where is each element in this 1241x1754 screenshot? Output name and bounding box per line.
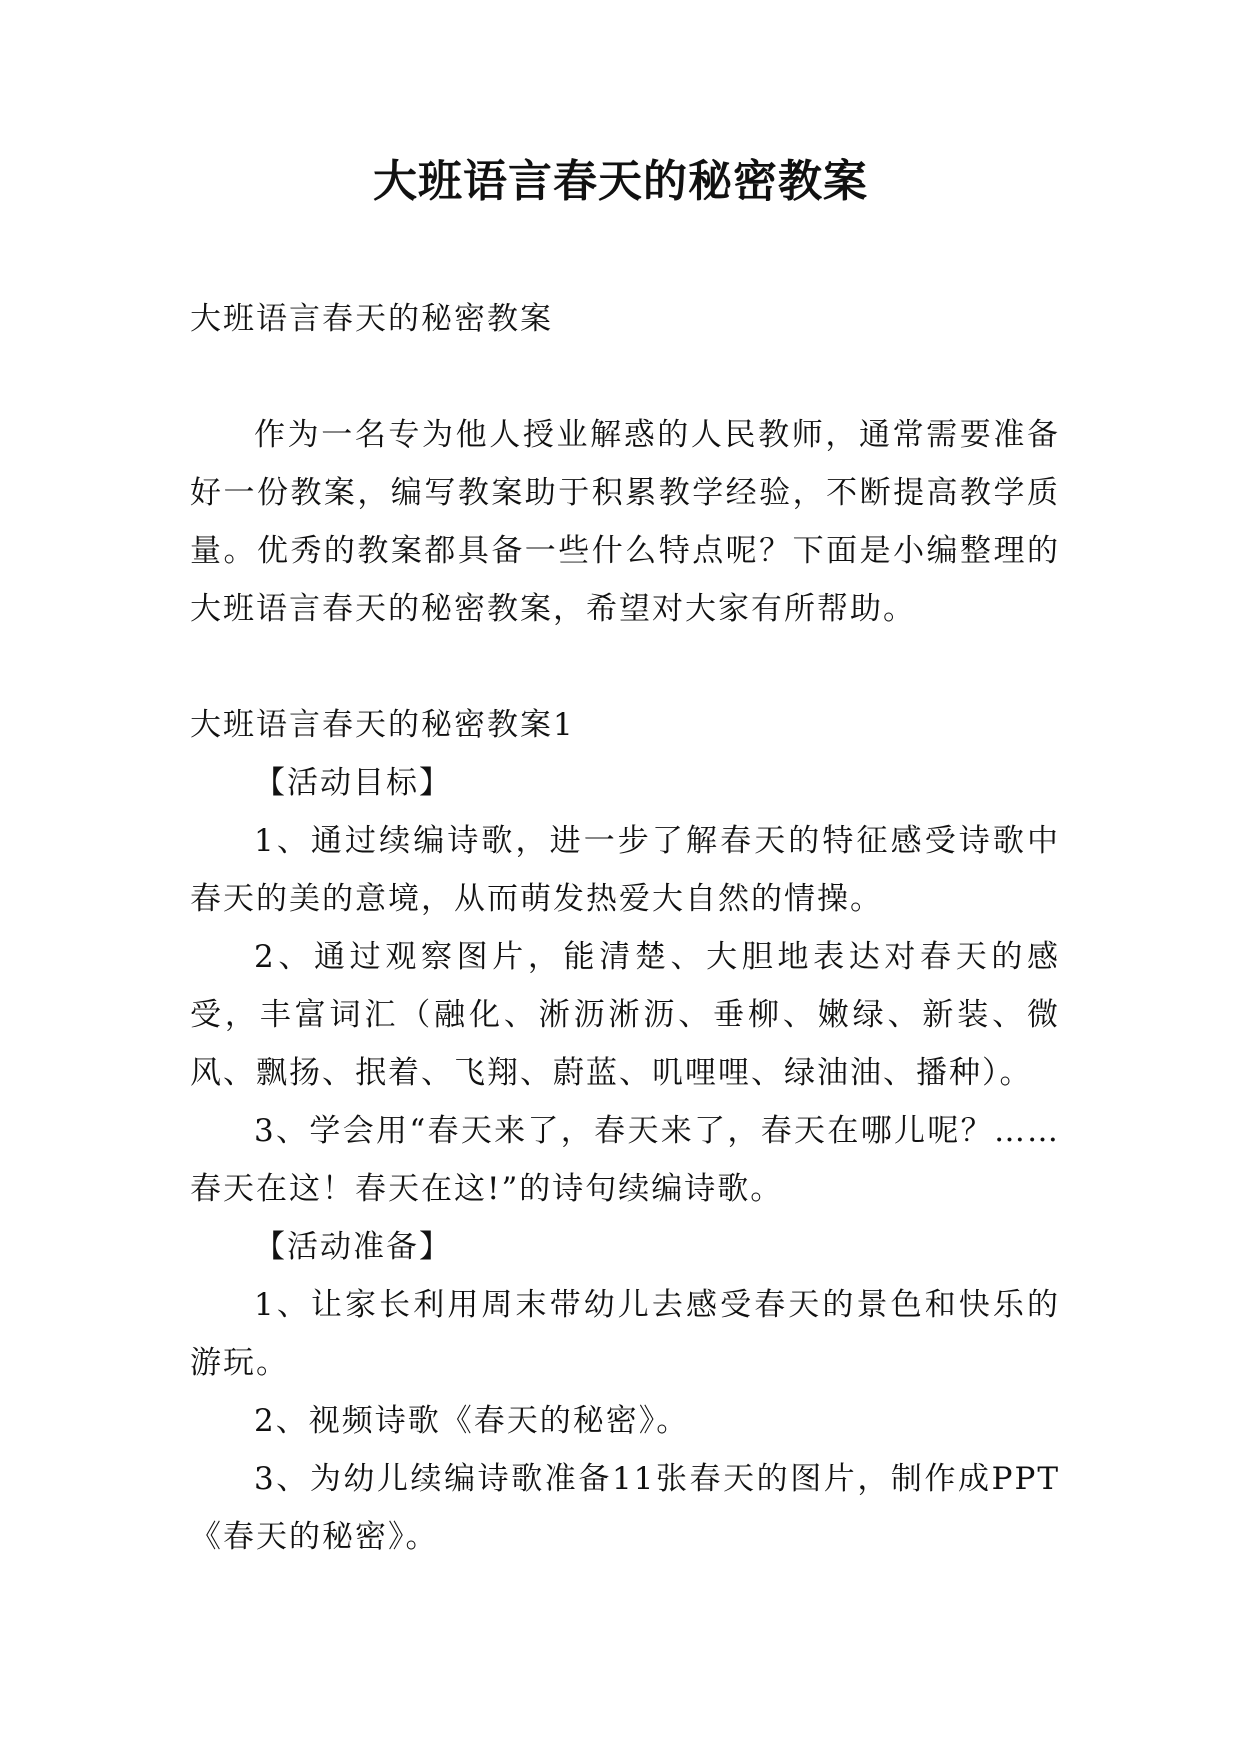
prep-item: 1、让家长利用周末带幼儿去感受春天的景色和快乐的游玩。	[190, 1287, 1060, 1381]
document-subtitle: 大班语言春天的秘密教案	[190, 301, 553, 337]
goal-item: 3、学会用“春天来了，春天来了，春天在哪儿呢？……春天在这！春天在这!”的诗句续编诗歌。	[190, 1113, 1060, 1207]
prep-heading: 【活动准备】	[254, 1229, 452, 1265]
prep-item: 2、视频诗歌《春天的秘密》。	[254, 1403, 690, 1439]
spacer	[190, 638, 1060, 696]
section-title: 大班语言春天的秘密教案1	[190, 707, 575, 743]
goals-heading: 【活动目标】	[254, 765, 452, 801]
goal-item: 2、通过观察图片，能清楚、大胆地表达对春天的感受，丰富词汇（融化、淅沥淅沥、垂柳、嫩绿、新装、微风、飘扬、抿着、飞翔、蔚蓝、叽哩哩、绿油油、播种）。	[190, 939, 1060, 1091]
document-title: 大班语言春天的秘密教案	[373, 156, 868, 207]
spacer	[190, 348, 1060, 406]
document-body	[190, 290, 1060, 1566]
intro-paragraph: 作为一名专为他人授业解惑的人民教师，通常需要准备好一份教案，编写教案助于积累教学经验，不断提高教学质量。优秀的教案都具备一些什么特点呢？下面是小编整理的大班语言春天的秘密教案，希望对大家有所帮助。	[190, 417, 1060, 627]
goal-item: 1、通过续编诗歌，进一步了解春天的特征感受诗歌中春天的美的意境，从而萌发热爱大自然的情操。	[190, 823, 1060, 917]
prep-item: 3、为幼儿续编诗歌准备11张春天的图片，制作成PPT《春天的秘密》。	[190, 1461, 1060, 1555]
